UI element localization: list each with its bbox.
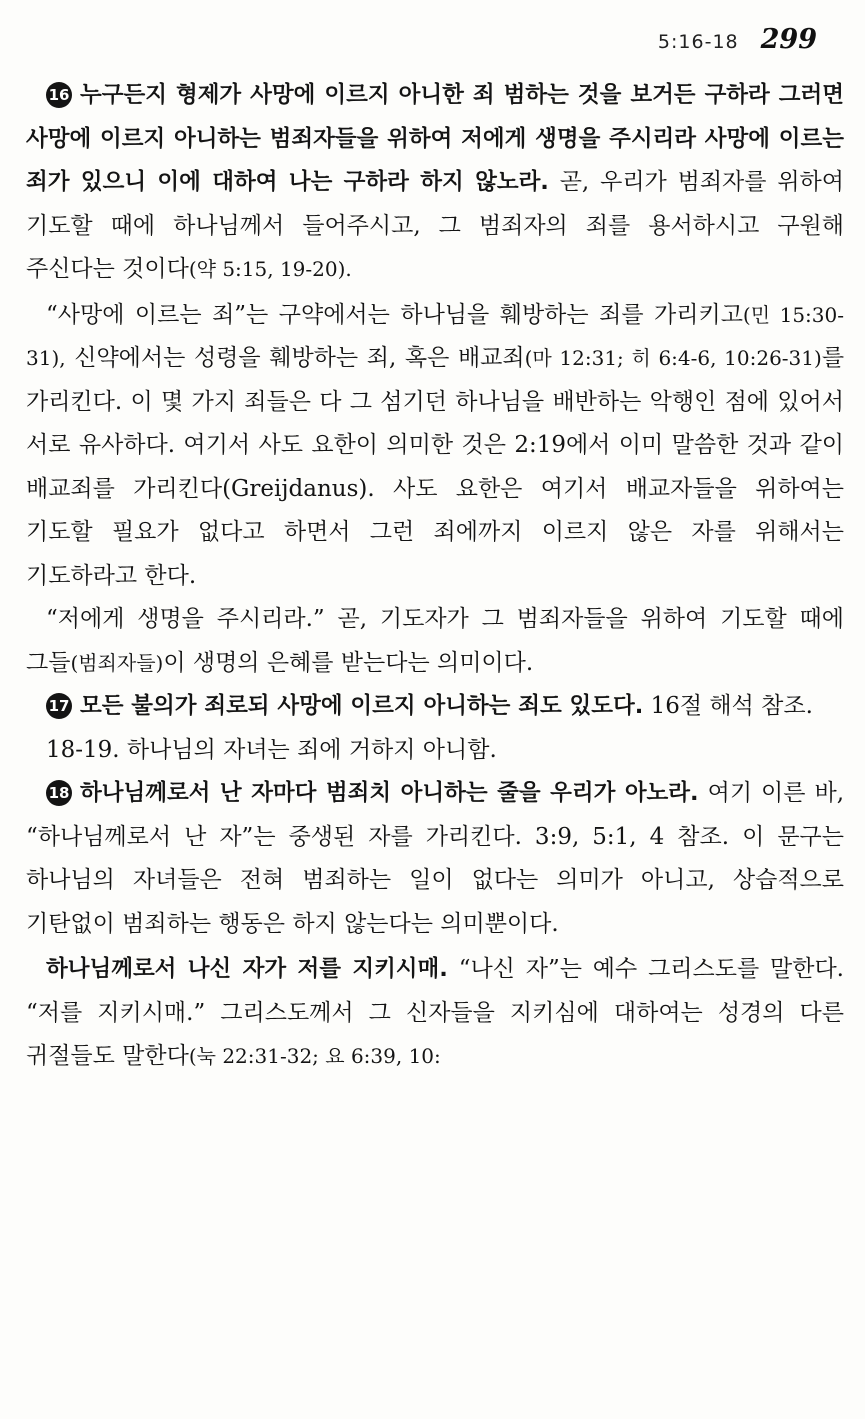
chapter-verse-reference: 5:16-18 <box>657 31 739 53</box>
give-life-text-b: 이 생명의 은혜를 받는다는 의미이다. <box>163 649 534 676</box>
keeps-him-scripture-text: 하나님께로서 나신 자가 저를 지키시매. <box>46 956 448 982</box>
give-life-paragraph <box>26 598 844 685</box>
verse-16-commentary: 곧, 우리가 범죄자를 위하여 기도할 때에 하나님께서 들어주시고, 그 범죄자의 죄를 용서하시고 구원해 주신다는 것이다 <box>26 169 844 282</box>
verse-16-scripture-text: 누구든지 형제가 사망에 이르지 아니한 죄 범하는 것을 보거든 구하라 그러면 사망에 이르지 아니하는 범죄자들을 위하여 저에게 생명을 주시리라 사망에 이르는 죄가 있으니 이에 대하여 나는 구하라 하지 않노라. <box>26 82 844 195</box>
verse-18-number-badge: 18 <box>46 780 72 806</box>
sin-unto-death-paragraph <box>26 294 844 599</box>
verse-16-number-badge: 16 <box>46 82 72 108</box>
section-heading-18-19 <box>26 729 844 773</box>
commentary-body <box>26 74 844 1079</box>
sin-unto-death-text-c: 를 가리킨다. 이 몇 가지 죄들은 다 그 섬기던 하나님을 배반하는 악행인 점에 있어서 서로 유사하다. 여기서 사도 요한이 의미한 것은 2:19에서 이미 말씀한 것과 같이 배교죄를 가리킨다(Greijdanus). 사도 요한은 여기서 배교자들을 위하여는 기도할 필요가 없다고 하면서 그런 죄에까지 이르지 않은 자를 위해서는 기도하라고 한다. <box>26 345 845 589</box>
give-life-parenthetical: (범죄자들) <box>70 650 164 675</box>
sin-unto-death-citation-b: (마 12:31; 히 6:4-6, 10:26-31) <box>524 346 822 370</box>
keeps-him-commentary: “나신 자”는 예수 그리스도를 말한다. “저를 지키시매.” 그리스도께서 그 신자들을 지키심에 대하여는 성경의 다른 귀절들도 말한다 <box>26 956 844 1069</box>
keeps-him-citation: (눅 22:31-32; 요 6:39, 10: <box>188 1044 441 1068</box>
verse-18-paragraph <box>26 772 844 946</box>
verse-17-number-badge: 17 <box>46 693 72 719</box>
verse-18-commentary: 여기 이른 바, “하나님께로서 난 자”는 중생된 자를 가리킨다. 3:9, 5:1, 4 참조. 이 문구는 하나님의 자녀들은 전혀 범죄하는 일이 없다는 의미가 아니고, 상습적으로 기탄없이 범죄하는 행동은 하지 않는다는 의미뿐이다. <box>26 780 845 937</box>
page-number: 299 <box>760 24 817 55</box>
keeps-him-paragraph <box>26 948 844 1079</box>
section-heading-text: 18-19. 하나님의 자녀는 죄에 거하지 아니함. <box>46 736 497 763</box>
sin-unto-death-text-a: “사망에 이르는 죄”는 구약에서는 하나님을 훼방하는 죄를 가리키고 <box>46 301 743 328</box>
verse-17-paragraph <box>26 685 844 729</box>
give-life-text-a: “저에게 생명을 주시리라.” 곧, 기도자가 그 범죄자들을 위하여 기도할 때에 그들 <box>26 606 844 676</box>
verse-18-scripture-text: 하나님께로서 난 자마다 범죄치 아니하는 줄을 우리가 아노라. <box>80 780 699 806</box>
verse-17-commentary: 16절 해석 참조. <box>650 693 813 719</box>
sin-unto-death-citation-a: (민 15:30-31), <box>26 302 844 370</box>
sin-unto-death-text-b: 신약에서는 성령을 훼방하는 죄, 혹은 배교죄 <box>74 345 525 371</box>
verse-17-scripture-text: 모든 불의가 죄로되 사망에 이르지 아니하는 죄도 있도다. <box>80 693 644 719</box>
verse-16-citation: (약 5:15, 19-20). <box>188 257 352 281</box>
running-header <box>658 24 817 55</box>
verse-16-paragraph <box>26 74 844 292</box>
